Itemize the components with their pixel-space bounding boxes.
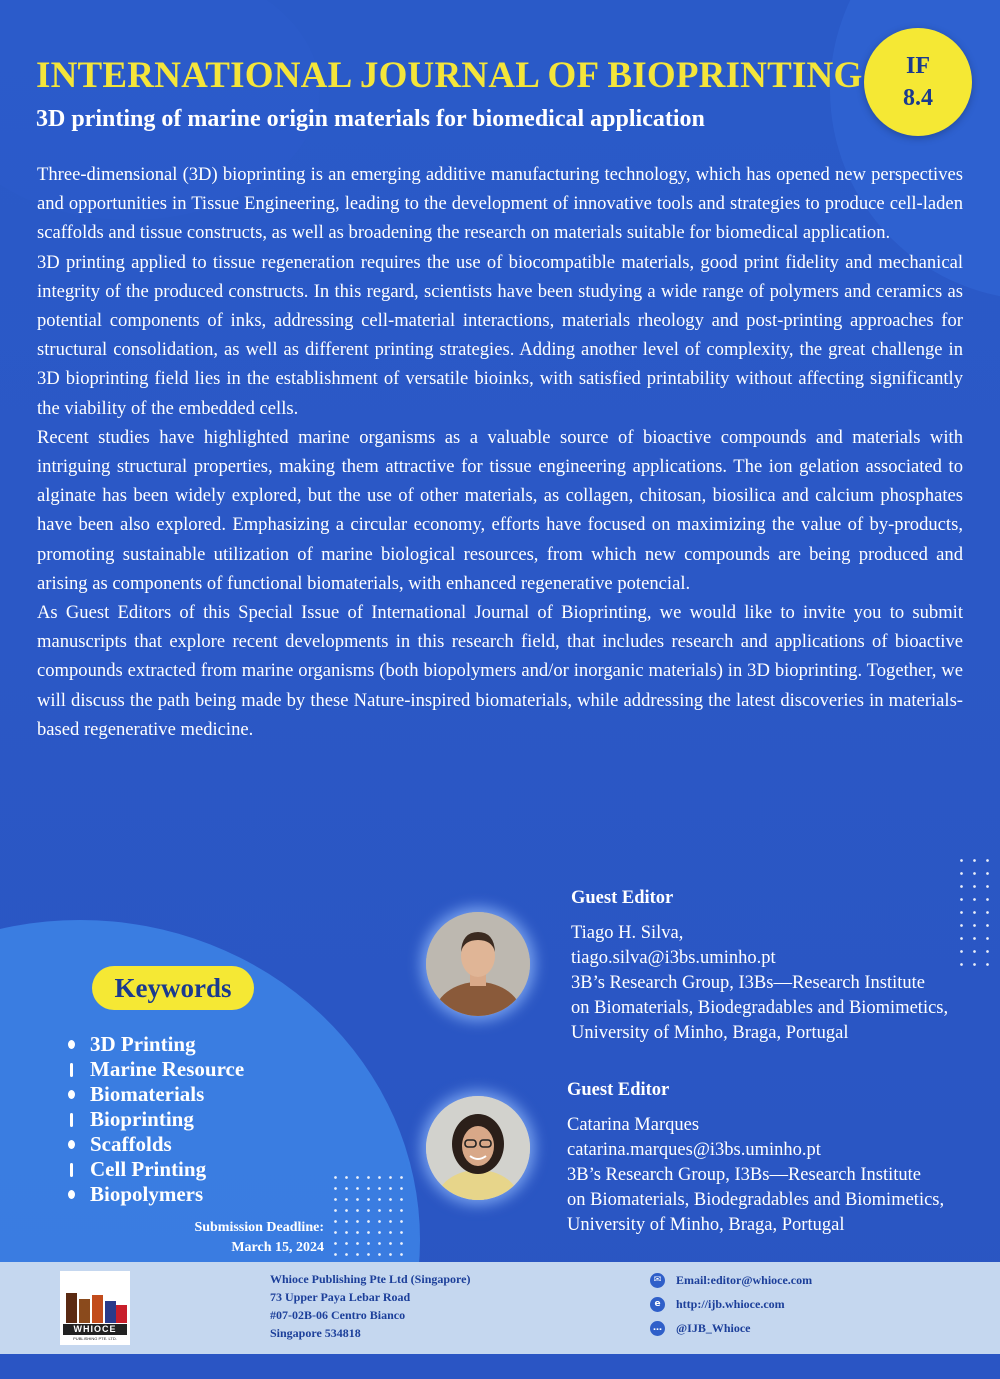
mail-icon: ✉	[650, 1273, 665, 1288]
footer-strip	[0, 1354, 1000, 1379]
contact-text: Email:editor@whioce.com	[676, 1273, 813, 1287]
keyword-item	[68, 1157, 244, 1182]
call-for-papers-text	[37, 160, 963, 744]
address-line: 73 Upper Paya Lebar Road	[270, 1290, 411, 1304]
contact-email[interactable]	[650, 1272, 812, 1296]
paragraph: As Guest Editors of this Special Issue of International Journal of Bioprinting, we would like to invite you to submit manuscripts that explore recent developments in this research field, that includes research and applications of bioactive compounds extracted from marine organisms (both biopolymers and/or inorganic materials) in 3D bioprinting. Together, we will discuss the path being made by these Nature-inspired biomaterials, while addressing the latest discoveries in materials-based regenerative medicine.	[37, 602, 963, 740]
bullet-icon	[70, 1063, 73, 1077]
impact-factor-label: IF	[906, 53, 930, 79]
address-line: #07-02B-06 Centro Bianco	[270, 1308, 406, 1322]
deadline-date: March 15, 2024	[231, 1240, 324, 1255]
impact-factor-value: 8.4	[903, 85, 933, 111]
journal-title: INTERNATIONAL JOURNAL OF BIOPRINTING	[36, 55, 863, 96]
contact-text: @IJB_Whioce	[676, 1321, 751, 1335]
dot-pattern	[955, 854, 995, 970]
publisher-address	[270, 1270, 470, 1342]
issue-subtitle: 3D printing of marine origin materials for biomedical application	[36, 106, 705, 132]
logo-wordmark: WHIOCE	[63, 1324, 127, 1335]
editor-email[interactable]: catarina.marques@i3bs.uminho.pt	[567, 1140, 821, 1160]
keyword-item	[68, 1057, 244, 1082]
logo-subtext: PUBLISHING PTE. LTD.	[73, 1336, 117, 1341]
editor-affiliation: on Biomaterials, Biodegradables and Biomimetics,	[567, 1190, 945, 1210]
bullet-icon	[68, 1140, 75, 1149]
bullet-icon	[68, 1090, 75, 1099]
keyword-item	[68, 1182, 244, 1207]
portrait-icon	[426, 912, 530, 1016]
paragraph: 3D printing applied to tissue regeneration requires the use of biocompatible materials, good print fidelity and mechanical integrity of the produced constructs. In this regard, scientists have been studying a wide range of polymers and ceramics as potential components of inks, addressing cell-material interactions, materials rheology and post-printing approaches for structural consolidation, as well as different printing strategies. Adding another level of complexity, the great challenge in 3D bioprinting field lies in the establishment of versatile bioinks, with satisfied printability without affecting significantly the viability of the embedded cells.	[37, 251, 963, 419]
editor-heading: Guest Editor	[571, 888, 674, 908]
editor-photo	[426, 1096, 530, 1200]
paragraph: Recent studies have highlighted marine organisms as a valuable source of bioactive compounds and materials with intriguing structural properties, making them attractive for tissue engineering applications. The ion gelation associated to alginate has been widely explored, but the use of other materials, as collagen, chitosan, biosilica and calcium phosphates have been also explored. Emphasizing a circular economy, efforts have focused on maximizing the value of by-products, promoting sustainable utilization of marine biological resources, from which new compounds are being produced and arising as components of functional biomaterials, with enhanced regenerative potencial.	[37, 426, 963, 594]
keyword-item	[68, 1132, 244, 1157]
editor-affiliation: University of Minho, Braga, Portugal	[571, 1023, 849, 1043]
keyword-label: Bioprinting	[90, 1107, 194, 1131]
contact-text: http://ijb.whioce.com	[676, 1297, 785, 1311]
impact-factor-badge	[864, 28, 972, 136]
keyword-label: Biomaterials	[90, 1082, 205, 1106]
editor-affiliation: University of Minho, Braga, Portugal	[567, 1215, 845, 1235]
dot-pattern	[330, 1172, 406, 1256]
web-icon: e	[650, 1297, 665, 1312]
publisher-logo	[60, 1271, 130, 1345]
contact-list	[650, 1272, 812, 1344]
footer	[0, 1262, 1000, 1354]
editor-heading: Guest Editor	[567, 1080, 670, 1100]
editor-affiliation: 3B’s Research Group, I3Bs—Research Institute	[571, 973, 925, 993]
guest-editor-card	[567, 1078, 944, 1238]
portrait-icon	[426, 1096, 530, 1200]
keyword-label: 3D Printing	[90, 1032, 196, 1056]
editor-affiliation: on Biomaterials, Biodegradables and Biomimetics,	[571, 998, 949, 1018]
editor-name: Catarina Marques	[567, 1115, 700, 1135]
keywords-list	[68, 1032, 244, 1207]
address-line: Whioce Publishing Pte Ltd (Singapore)	[270, 1272, 471, 1286]
bullet-icon	[68, 1040, 75, 1049]
submission-deadline	[150, 1218, 324, 1258]
paragraph: Three-dimensional (3D) bioprinting is an emerging additive manufacturing technology, which has opened new perspectives and opportunities in Tissue Engineering, leading to the development of innovative tools and strategies to produce cell-laden scaffolds and tissue constructs, as well as broadening the research on materials suitable for biomedical application.	[37, 164, 963, 244]
keyword-item	[68, 1032, 244, 1057]
editor-photo	[426, 912, 530, 1016]
editor-email[interactable]: tiago.silva@i3bs.uminho.pt	[571, 948, 776, 968]
contact-website[interactable]	[650, 1296, 812, 1320]
guest-editor-card	[571, 886, 948, 1046]
editor-name: Tiago H. Silva,	[571, 923, 684, 943]
keywords-heading: Keywords	[92, 966, 254, 1010]
keyword-label: Cell Printing	[90, 1157, 207, 1181]
editor-affiliation: 3B’s Research Group, I3Bs—Research Institute	[567, 1165, 921, 1185]
address-line: Singapore 534818	[270, 1326, 361, 1340]
keyword-label: Marine Resource	[90, 1057, 245, 1081]
bullet-icon	[68, 1190, 75, 1199]
keyword-item	[68, 1082, 244, 1107]
bullet-icon	[70, 1113, 73, 1127]
keyword-label: Scaffolds	[90, 1132, 172, 1156]
chat-icon: …	[650, 1321, 665, 1336]
keyword-label: Biopolymers	[90, 1182, 204, 1206]
deadline-label: Submission Deadline:	[194, 1220, 324, 1235]
keyword-item	[68, 1107, 244, 1132]
bullet-icon	[70, 1163, 73, 1177]
contact-social[interactable]	[650, 1320, 812, 1344]
